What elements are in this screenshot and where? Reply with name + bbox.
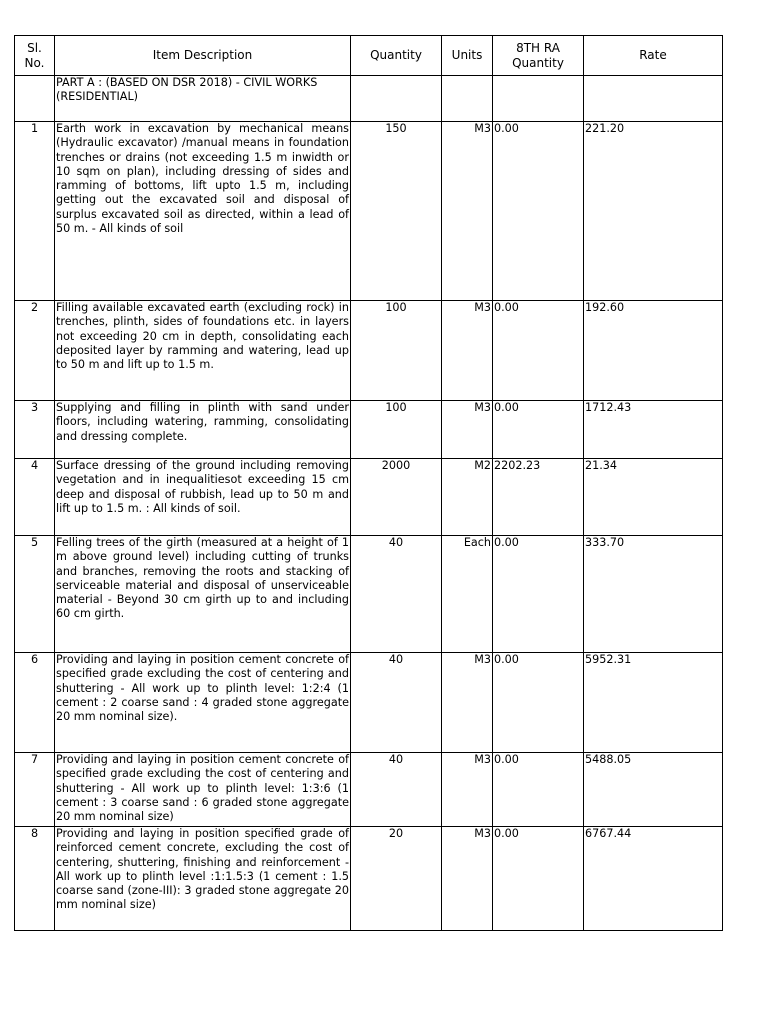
item-quantity: 150 xyxy=(351,122,442,301)
part-sl-cell xyxy=(15,76,55,122)
item-rate: 21.34 xyxy=(584,459,723,536)
item-quantity: 2000 xyxy=(351,459,442,536)
item-ra-quantity: 0.00 xyxy=(493,536,584,653)
item-description: Filling available excavated earth (excluding rock) in trenches, plinth, sides of foundations etc. in layers not exceeding 20 cm in depth, consolidating each deposited layer by ramming and watering, lead up to 50 m and lift up to 1.5 m. xyxy=(55,301,351,401)
header-sl-no: Sl. No. xyxy=(15,36,55,76)
table-row xyxy=(15,122,723,301)
item-quantity: 40 xyxy=(351,536,442,653)
item-description: Supplying and filling in plinth with sand under floors, including watering, ramming, consolidating and dressing complete. xyxy=(55,401,351,459)
item-sl-no: 6 xyxy=(15,653,55,753)
part-rate-cell xyxy=(584,76,723,122)
item-description: Surface dressing of the ground including removing vegetation and in inequalitiesot exceeding 15 cm deep and disposal of rubbish, lead up to 50 m and lift up to 1.5 m. : All kinds of soil. xyxy=(55,459,351,536)
part-quantity-cell xyxy=(351,76,442,122)
item-quantity: 40 xyxy=(351,653,442,753)
item-units: Each xyxy=(442,536,493,653)
item-rate: 333.70 xyxy=(584,536,723,653)
table-row xyxy=(15,536,723,653)
item-units: M3 xyxy=(442,653,493,753)
table-row xyxy=(15,459,723,536)
item-description: Providing and laying in position cement concrete of specified grade excluding the cost of centering and shuttering - All work up to plinth level: 1:2:4 (1 cement : 2 coarse sand : 4 graded stone aggregate 20 mm nominal size). xyxy=(55,653,351,753)
item-sl-no: 4 xyxy=(15,459,55,536)
item-rate: 1712.43 xyxy=(584,401,723,459)
item-sl-no: 7 xyxy=(15,753,55,827)
part-ra-cell xyxy=(493,76,584,122)
item-sl-no: 3 xyxy=(15,401,55,459)
header-quantity: Quantity xyxy=(351,36,442,76)
item-units: M3 xyxy=(442,122,493,301)
item-ra-quantity: 0.00 xyxy=(493,827,584,931)
item-rate: 192.60 xyxy=(584,301,723,401)
item-ra-quantity: 2202.23 xyxy=(493,459,584,536)
part-heading-row xyxy=(15,76,723,122)
item-quantity: 100 xyxy=(351,401,442,459)
table-row xyxy=(15,301,723,401)
item-description: Providing and laying in position specified grade of reinforced cement concrete, excluding the cost of centering, shuttering, finishing and reinforcement - All work up to plinth level :1:1.5:3 (1 cement : 1.5 coarse sand (zone-III): 3 graded stone aggregate 20 mm nominal size) xyxy=(55,827,351,931)
table-row xyxy=(15,401,723,459)
item-sl-no: 2 xyxy=(15,301,55,401)
item-sl-no: 1 xyxy=(15,122,55,301)
item-quantity: 100 xyxy=(351,301,442,401)
item-rate: 6767.44 xyxy=(584,827,723,931)
item-units: M3 xyxy=(442,401,493,459)
boq-table xyxy=(14,35,723,931)
header-units: Units xyxy=(442,36,493,76)
header-row xyxy=(15,36,723,76)
item-quantity: 40 xyxy=(351,753,442,827)
item-rate: 221.20 xyxy=(584,122,723,301)
header-ra-quantity: 8TH RA Quantity xyxy=(493,36,584,76)
item-units: M3 xyxy=(442,301,493,401)
part-units-cell xyxy=(442,76,493,122)
table-row xyxy=(15,827,723,931)
item-sl-no: 8 xyxy=(15,827,55,931)
item-description: Providing and laying in position cement concrete of specified grade excluding the cost of centering and shuttering - All work up to plinth level: 1:3:6 (1 cement : 3 coarse sand : 6 graded stone aggregate 20 mm nominal size) xyxy=(55,753,351,827)
item-quantity: 20 xyxy=(351,827,442,931)
item-description: Felling trees of the girth (measured at a height of 1 m above ground level) including cutting of trunks and branches, removing the roots and stacking of serviceable material and disposal of unserviceable material - Beyond 30 cm girth up to and including 60 cm girth. xyxy=(55,536,351,653)
item-description: Earth work in excavation by mechanical means (Hydraulic excavator) /manual means in foundation trenches or drains (not exceeding 1.5 m inwidth or 10 sqm on plan), including dressing of sides and ramming of bottoms, lift upto 1.5 m, including getting out the excavated soil and disposal of surplus excavated soil as directed, within a lead of 50 m. - All kinds of soil xyxy=(55,122,351,301)
item-sl-no: 5 xyxy=(15,536,55,653)
item-ra-quantity: 0.00 xyxy=(493,401,584,459)
item-units: M2 xyxy=(442,459,493,536)
part-heading: PART A : (BASED ON DSR 2018) - CIVIL WORKS (RESIDENTIAL) xyxy=(55,76,351,122)
item-units: M3 xyxy=(442,753,493,827)
header-item-description: Item Description xyxy=(55,36,351,76)
table-row xyxy=(15,753,723,827)
item-ra-quantity: 0.00 xyxy=(493,301,584,401)
table-row xyxy=(15,653,723,753)
item-ra-quantity: 0.00 xyxy=(493,122,584,301)
item-ra-quantity: 0.00 xyxy=(493,653,584,753)
item-rate: 5488.05 xyxy=(584,753,723,827)
item-rate: 5952.31 xyxy=(584,653,723,753)
item-ra-quantity: 0.00 xyxy=(493,753,584,827)
item-units: M3 xyxy=(442,827,493,931)
header-rate: Rate xyxy=(584,36,723,76)
